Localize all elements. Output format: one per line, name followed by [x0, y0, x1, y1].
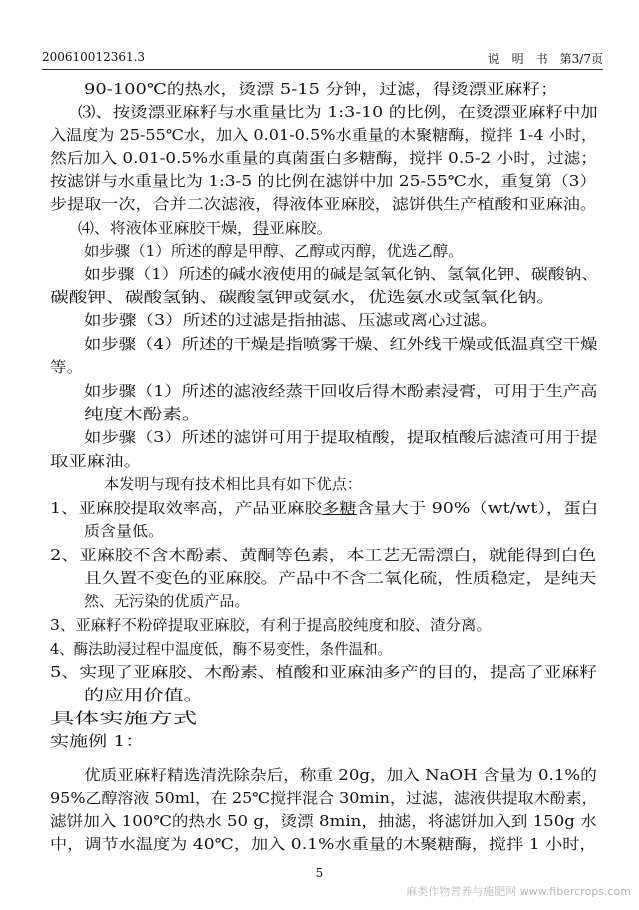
text-line: 按滤饼与水重量比为 1:3-5 的比例在滤饼中加 25-55℃水，重复第（3）	[50, 173, 597, 190]
text-line: 纯度木酚素。	[84, 406, 202, 423]
text-line: 入温度为 25-55℃水，加入 0.01-0.5%水重量的木聚糖酶，搅拌 1-4 小时，	[50, 127, 598, 144]
text-line: 3、亚麻籽不粉碎提取亚麻胶，有利于提高胶纯度和胶、渣分离。	[50, 617, 492, 634]
text-line: 等。	[50, 359, 84, 376]
text-line: 4、酶法助浸过程中温度低，酶不易变性，条件温和。	[50, 641, 392, 658]
page-number: 5	[315, 866, 324, 880]
text-line: 实施例 1：	[50, 733, 145, 750]
document-number: 200610012361.3	[42, 50, 146, 64]
text-line: 5、实现了亚麻胶、木酚素、植酸和亚麻油多产的目的，提高了亚麻籽	[50, 664, 598, 681]
text-line: 然、无污染的优质产品。	[84, 593, 250, 610]
text-line: 如步骤（4）所述的干燥是指喷雾干燥、红外线干燥或低温真空干燥	[84, 336, 598, 353]
text-line: 如步骤（1）所述的碱水液使用的碱是氢氧化钠、氢氧化钾、碳酸钠、	[84, 266, 599, 283]
watermark-text: 麻类作物营养与施肥网 www.fibercrops.com	[406, 885, 631, 898]
text-line: 的应用价值。	[84, 687, 204, 704]
text-line: 如步骤（1）所述的滤液经蒸干回收后得木酚素浸膏，可用于生产高	[84, 383, 598, 400]
text-line: 如步骤（3）所述的滤饼可用于提取植酸，提取植酸后滤渣可用于提	[84, 429, 598, 446]
text-line: 且久置不变色的亚麻胶。产品中不含二氧化硫，性质稳定，是纯天	[84, 570, 597, 587]
section-header: 说 明 书 第3/7页	[487, 52, 603, 66]
text-line: 质含量低。	[84, 523, 164, 540]
text-line: 1、亚麻胶提取效率高，产品亚麻胶多糖含量大于 90%（wt/wt），蛋白	[50, 500, 599, 517]
text-line: 滤饼加入 100℃的热水 50 g，烫漂 8min，抽滤，将滤饼加入到 150g 水	[50, 813, 597, 830]
text-line: 2、亚麻胶不含木酚素、黄酮等色素，本工艺无需漂白，就能得到白色	[50, 547, 597, 564]
text-line: 如步骤（1）所述的醇是甲醇、乙醇或丙醇，优选乙醇。	[84, 243, 464, 260]
text-line: ⑶、按烫漂亚麻籽与水重量比为 1:3-10 的比例，在烫漂亚麻籽中加	[78, 104, 598, 121]
text-line: 优质亚麻籽精选清洗除杂后，称重 20g，加入 NaOH 含量为 0.1%的	[84, 767, 597, 784]
text-line: 然后加入 0.01-0.5%水重量的真菌蛋白多糖酶，搅拌 0.5-2 小时，过滤；	[50, 150, 598, 167]
text-line: 碳酸钾、碳酸氢钠、碳酸氢钾或氨水，优选氨水或氢氧化钠。	[50, 289, 556, 306]
header-rule	[42, 69, 603, 70]
text-line: 中，调节水温度为 40℃，加入 0.1%水重量的木聚糖酶，搅拌 1 小时，	[50, 836, 597, 853]
text-line: ⑷、将液体亚麻胶干燥，得亚麻胶。	[78, 220, 333, 237]
text-line: 取亚麻油。	[50, 453, 142, 470]
text-line: 步提取一次，合并二次滤液，得液体亚麻胶，滤饼供生产植酸和亚麻油。	[50, 196, 598, 213]
text-line: 本发明与现有技术相比具有如下优点：	[104, 476, 363, 493]
text-line: 90-100℃的热水，烫漂 5-15 分钟，过滤，得烫漂亚麻籽；	[84, 81, 559, 98]
text-line: 95%乙醇溶液 50ml，在 25℃搅拌混合 30min，过滤，滤液供提取木酚素，	[50, 790, 598, 807]
text-line: 具体实施方式	[50, 710, 198, 727]
text-line: 如步骤（3）所述的过滤是指抽滤、压滤或离心过滤。	[84, 312, 498, 329]
